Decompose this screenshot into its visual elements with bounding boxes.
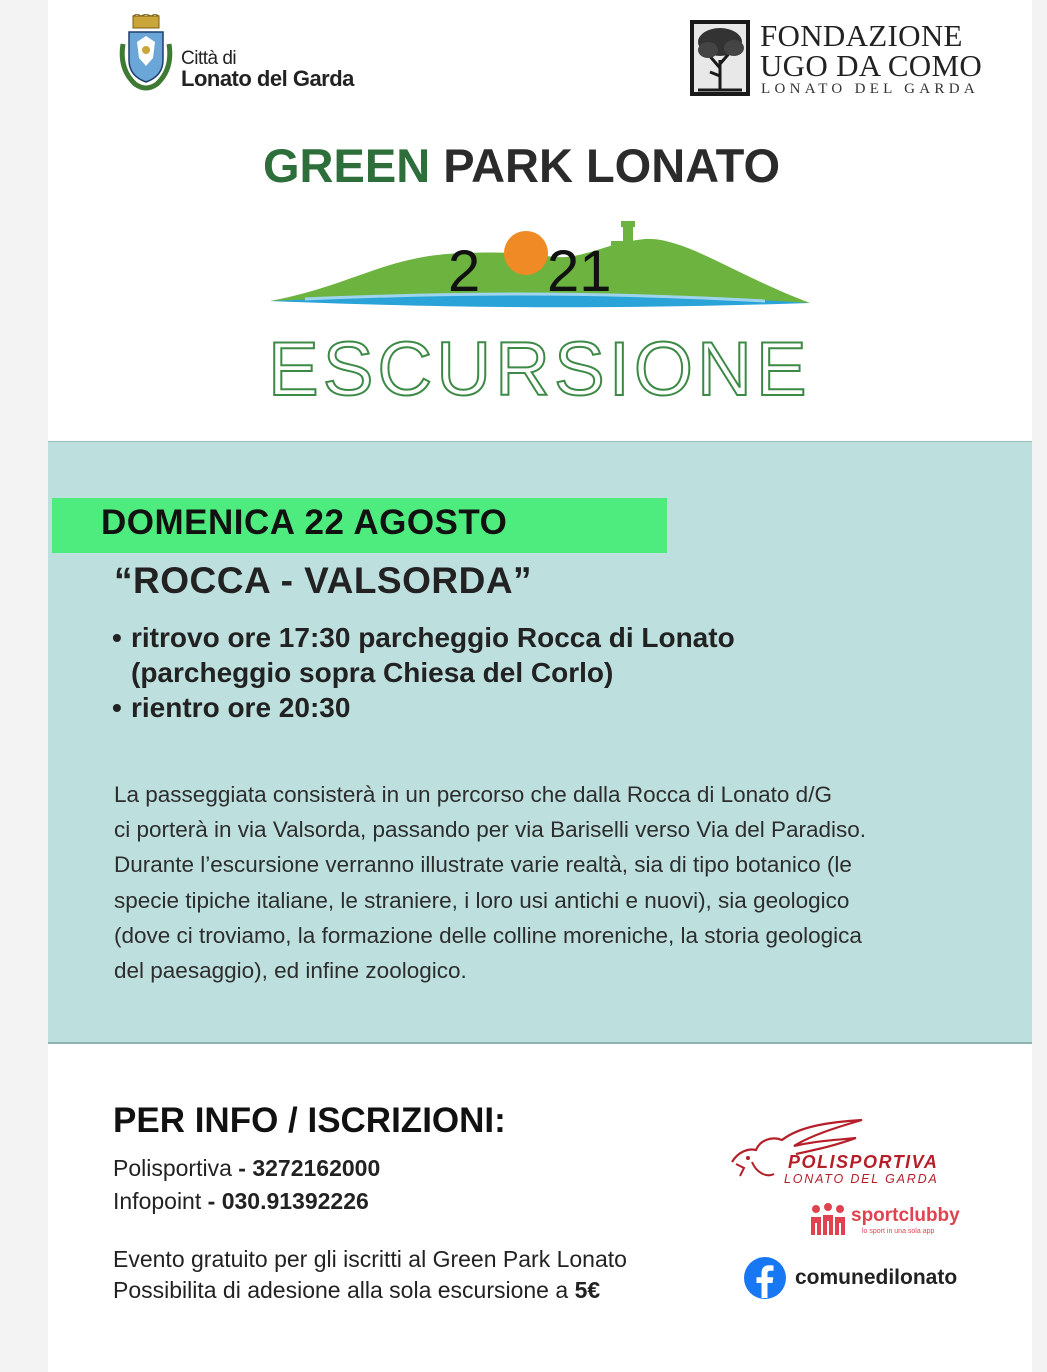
polisportiva-subtitle: LONATO DEL GARDA (784, 1172, 939, 1186)
list-item (112, 690, 735, 725)
description-line: Durante l’escursione verranno illustrate varie realtà, sia di tipo botanico (le (114, 852, 852, 878)
meeting-place-note: (parcheggio sopra Chiesa del Corlo) (131, 657, 614, 688)
sportclubby-tagline: lo sport in una sola app (862, 1228, 935, 1235)
people-icon (808, 1203, 848, 1237)
green-park-2021-logo (265, 215, 815, 315)
bullet-icon: • (112, 692, 122, 723)
list-item (112, 620, 735, 655)
meeting-time: ritrovo ore 17:30 parcheggio Rocca di Lonato (131, 622, 735, 653)
year-right: 21 (547, 239, 612, 304)
tree-engraving-icon (690, 20, 750, 96)
page-title (263, 138, 780, 193)
free-event-note: Evento gratuito per gli iscritti al Green Park Lonato (113, 1246, 627, 1272)
contact-label: Infopoint (113, 1188, 202, 1214)
sportclubby-logo (808, 1203, 978, 1243)
fondazione-line2: UGO DA COMO (760, 48, 983, 83)
description-line: (dove ci troviamo, la formazione delle colline moreniche, la storia geologica (114, 922, 862, 948)
return-time: rientro ore 20:30 (131, 692, 351, 723)
fondazione-line3: LONATO DEL GARDA (761, 81, 979, 97)
city-logo (115, 14, 385, 94)
facebook-link[interactable] (743, 1256, 983, 1301)
price-note (113, 1277, 600, 1304)
description-line: ci porterà in via Valsorda, passando per via Bariselli verso Via del Paradiso. (114, 817, 867, 843)
city-small-label: Città di (181, 48, 237, 69)
city-name: Lonato del Garda (181, 66, 354, 91)
event-type-heading: ESCURSIONE (268, 327, 811, 412)
city-crest-icon (115, 14, 177, 92)
description-line: specie tipiche italiane, le straniere, i loro usi antichi e nuovi), sia geologico (114, 887, 850, 913)
description-line: del paesaggio), ed infine zoologico. (114, 958, 467, 984)
title-green-word: GREEN (263, 139, 431, 192)
title-rest: PARK LONATO (443, 139, 781, 192)
event-route: “ROCCA - VALSORDA” (114, 560, 533, 601)
bullet-icon: • (112, 622, 122, 653)
schedule-list (112, 620, 735, 725)
price-note-text: Possibilita di adesione alla sola escursione a (113, 1277, 569, 1303)
contact-label: Polisportiva (113, 1155, 232, 1181)
phone-number[interactable]: - 3272162000 (238, 1155, 381, 1181)
polisportiva-logo (730, 1118, 970, 1193)
fondazione-line1: FONDAZIONE (760, 18, 963, 53)
description-line: La passeggiata consisterà in un percorso che dalla Rocca di Lonato d/G (114, 782, 832, 807)
phone-number[interactable]: - 030.91392226 (207, 1188, 369, 1214)
info-heading: PER INFO / ISCRIZIONI: (113, 1101, 506, 1140)
facebook-page-name: comunedilonato (795, 1266, 958, 1289)
fondazione-logo (690, 20, 1000, 100)
facebook-icon (743, 1256, 787, 1300)
event-date: DOMENICA 22 AGOSTO (101, 503, 508, 542)
contact-polisportiva (113, 1155, 380, 1182)
sportclubby-name: sportclubby (851, 1205, 960, 1226)
year-left: 2 (448, 239, 481, 304)
event-description (114, 777, 934, 988)
polisportiva-name: POLISPORTIVA (788, 1152, 939, 1172)
price-value: 5€ (574, 1277, 601, 1303)
contact-infopoint (113, 1188, 369, 1215)
